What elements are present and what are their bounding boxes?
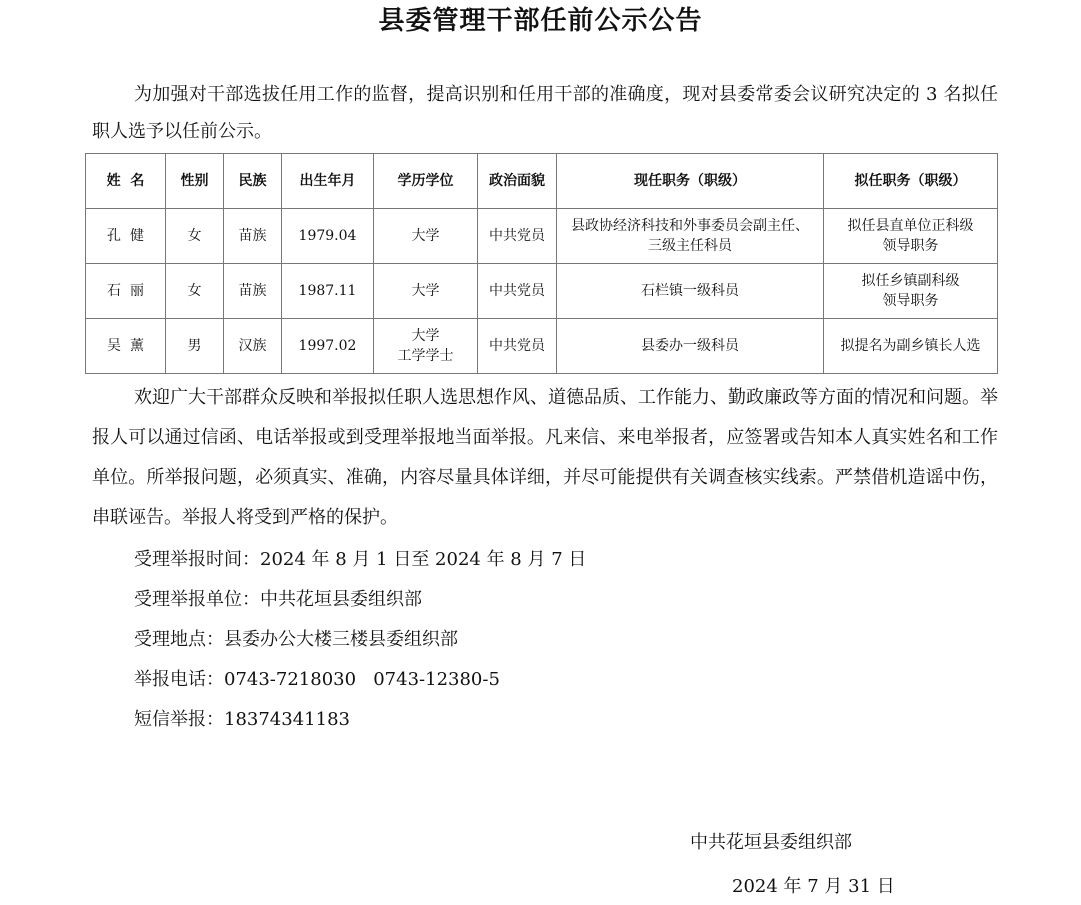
cell-gender: 男	[166, 319, 224, 374]
report-unit: 受理举报单位：中共花垣县委组织部	[134, 589, 422, 610]
cell-ethnicity: 汉族	[224, 319, 282, 374]
cell-education: 大学	[374, 264, 478, 319]
intro-paragraph: 为加强对干部选拔任用工作的监督，提高识别和任用干部的准确度，现对县委常委会议研究决定的 3 名拟任职人选予以任前公示。	[92, 84, 998, 142]
cell-political: 中共党员	[478, 209, 557, 264]
page-title: 县委管理干部任前公示公告	[378, 6, 703, 36]
cell-political: 中共党员	[478, 264, 557, 319]
header-education: 学历学位	[374, 154, 478, 209]
header-birth: 出生年月	[282, 154, 374, 209]
cell-gender: 女	[166, 264, 224, 319]
signer: 中共花垣县委组织部	[690, 832, 852, 853]
header-gender: 性别	[166, 154, 224, 209]
cell-current-post: 石栏镇一级科员	[557, 264, 824, 319]
table-row	[86, 264, 998, 319]
report-time: 受理举报时间：2024 年 8 月 1 日至 2024 年 8 月 7 日	[134, 549, 587, 570]
report-place: 受理地点：县委办公大楼三楼县委组织部	[134, 629, 458, 650]
table-row	[86, 209, 998, 264]
header-current-post: 现任职务（职级）	[557, 154, 824, 209]
cell-proposed-post: 拟任乡镇副科级 领导职务	[824, 264, 998, 319]
cell-name: 石 丽	[86, 264, 166, 319]
cell-proposed-post: 拟提名为副乡镇长人选	[824, 319, 998, 374]
cell-current-post: 县委办一级科员	[557, 319, 824, 374]
report-phone: 举报电话：0743-7218030 0743-12380-5	[134, 669, 500, 690]
cell-name: 吴 薰	[86, 319, 166, 374]
cell-name: 孔 健	[86, 209, 166, 264]
cell-current-post: 县政协经济科技和外事委员会副主任、 三级主任科员	[557, 209, 824, 264]
issue-date: 2024 年 7 月 31 日	[732, 876, 895, 897]
cell-political: 中共党员	[478, 319, 557, 374]
cell-ethnicity: 苗族	[224, 264, 282, 319]
header-proposed-post: 拟任职务（职级）	[824, 154, 998, 209]
body-paragraph: 欢迎广大干部群众反映和举报拟任职人选思想作风、道德品质、工作能力、勤政廉政等方面的情况和问题。举报人可以通过信函、电话举报或到受理举报地当面举报。凡来信、来电举报者，应签署或告知本人真实姓名和工作单位。所举报问题，必须真实、准确，内容尽量具体详细，并尽可能提供有关调查核实线索。严禁借机造谣中伤，串联诬告。举报人将受到严格的保护。	[92, 387, 998, 528]
cell-education: 大学	[374, 209, 478, 264]
cell-ethnicity: 苗族	[224, 209, 282, 264]
header-ethnicity: 民族	[224, 154, 282, 209]
header-name: 姓 名	[86, 154, 166, 209]
cell-birth: 1987.11	[282, 264, 374, 319]
cell-birth: 1997.02	[282, 319, 374, 374]
table-row	[86, 319, 998, 374]
cell-birth: 1979.04	[282, 209, 374, 264]
header-political: 政治面貌	[478, 154, 557, 209]
cell-proposed-post: 拟任县直单位正科级 领导职务	[824, 209, 998, 264]
table-header-row	[86, 154, 998, 209]
cell-gender: 女	[166, 209, 224, 264]
candidate-table	[85, 153, 998, 374]
report-sms: 短信举报：18374341183	[134, 709, 350, 730]
contact-info	[134, 540, 994, 740]
cell-education: 大学 工学学士	[374, 319, 478, 374]
